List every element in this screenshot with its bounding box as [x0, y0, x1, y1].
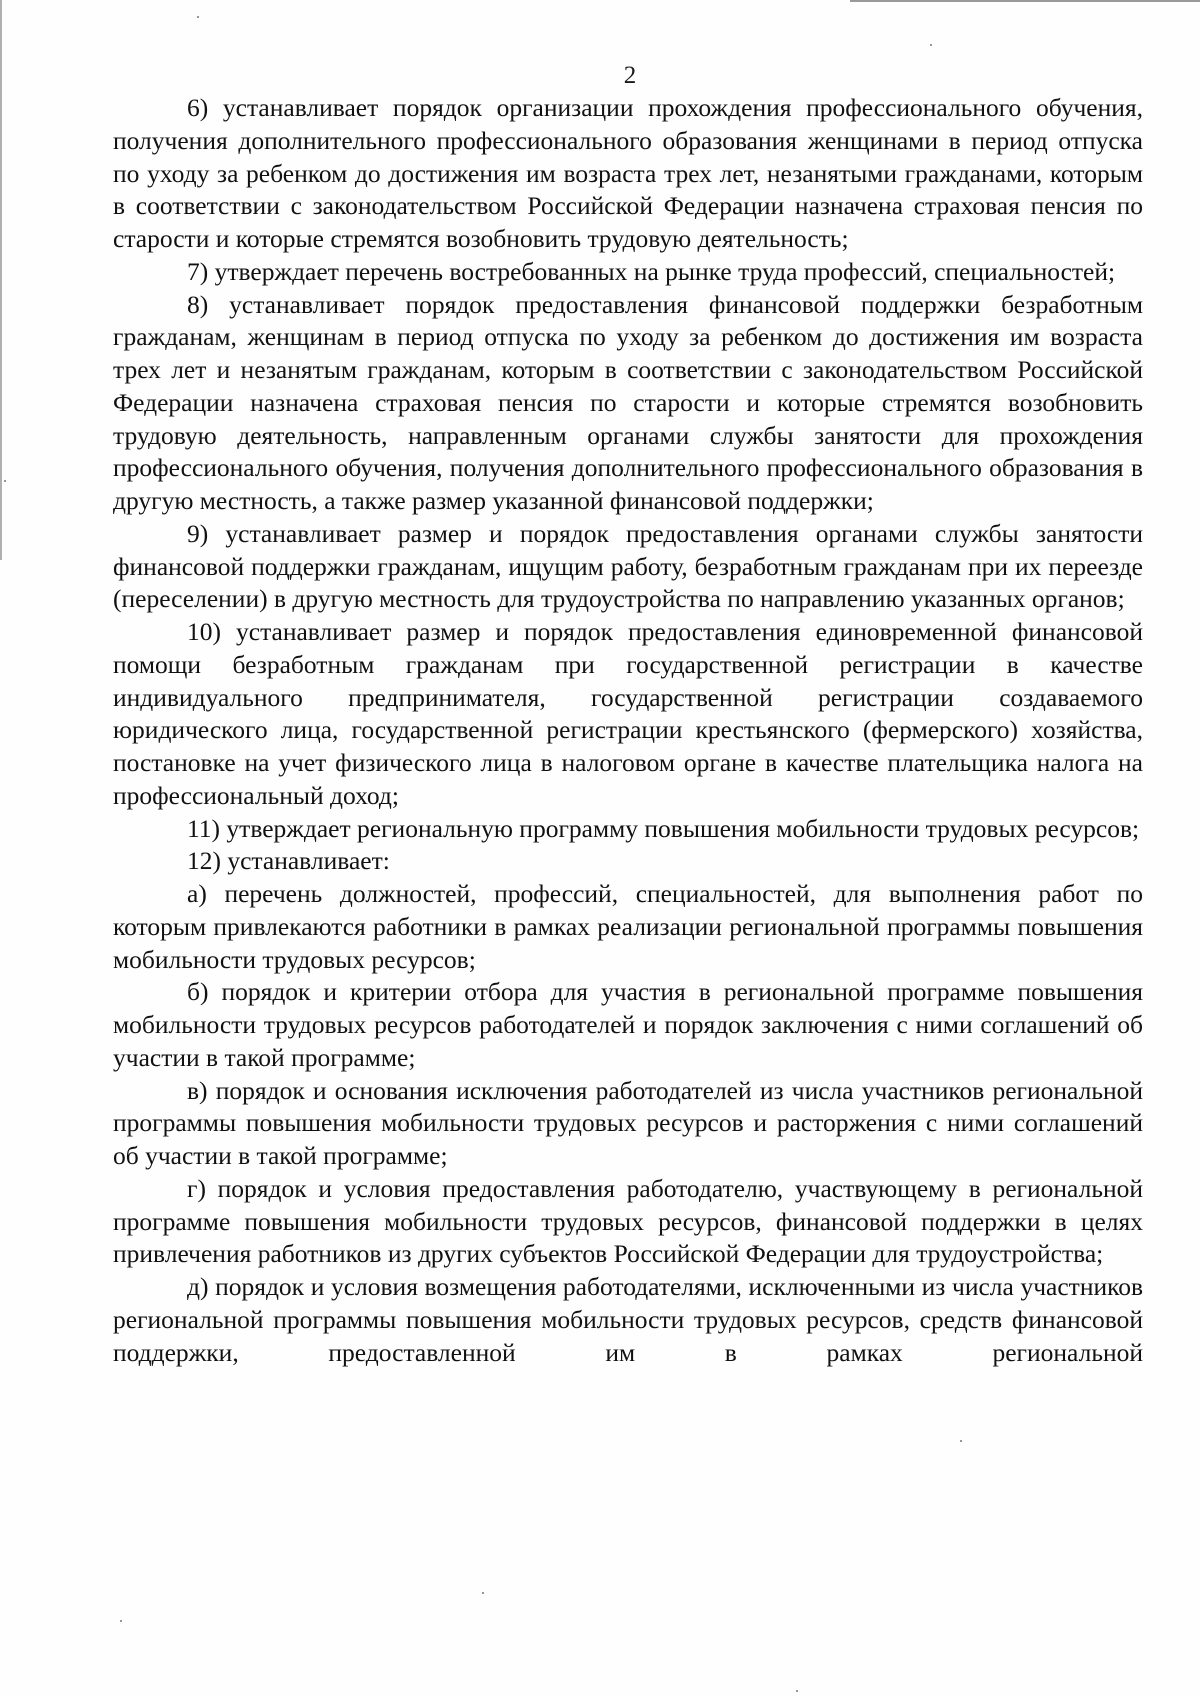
subparagraph-item-a: а) перечень должностей, профессий, специальностей, для выполнения работ по которым привлекаются работники в рамках реализации региональной программы повышения мобильности трудовых ресурсов; — [113, 879, 1143, 974]
subparagraph-item-b: б) порядок и критерии отбора для участия в региональной программе повышения мобильности трудовых ресурсов работодателей и порядок заключения с ними соглашений об участии в такой программе; — [113, 977, 1143, 1072]
paragraph-item-10: 10) устанавливает размер и порядок предоставления единовременной финансовой помощи безработным гражданам при государственной регистрации в качестве индивидуального предпринимателя, государственной регистрации создаваемого юридического лица, государственной регистрации крестьянского (фермерского) хозяйства, постановке на учет физического лица в налоговом органе в качестве плательщика налога на профессиональный доход; — [113, 617, 1143, 810]
scan-speck — [4, 480, 6, 482]
scan-speck — [197, 16, 199, 18]
paragraph-item-11: 11) утверждает региональную программу повышения мобильности трудовых ресурсов; — [187, 813, 1140, 843]
subparagraph-item-d: д) порядок и условия возмещения работодателями, исключенными из числа участников региональной программы повышения мобильности трудовых ресурсов, средств финансовой поддержки, предоставленной им в рамках региональной — [113, 1272, 1143, 1367]
document-body — [113, 92, 1143, 1369]
paragraph-item-7: 7) утверждает перечень востребованных на рынке труда профессий, специальностей; — [187, 256, 1116, 286]
paragraph-item-6: 6) устанавливает порядок организации прохождения профессионального обучения, получения дополнительного профессионального образования женщинами в период отпуска по уходу за ребенком до достижения им возраста трех лет, незанятыми гражданами, которым в соответствии с законодательством Российской Федерации назначена страховая пенсия по старости и которые стремятся возобновить трудовую деятельность; — [113, 93, 1143, 253]
paragraph-item-8: 8) устанавливает порядок предоставления финансовой поддержки безработным гражданам, женщинам в период отпуска по уходу за ребенком до достижения им возраста трех лет и незанятым гражданам, которым в соответствии с законодательством Российской Федерации назначена страховая пенсия по старости и которые стремятся возобновить трудовую деятельность, направленным органами службы занятости для прохождения профессионального обучения, получения дополнительного профессионального образования в другую местность, а также размер указанной финансовой поддержки; — [113, 289, 1143, 515]
subparagraph-item-g: г) порядок и условия предоставления работодателю, участвующему в региональной программе повышения мобильности трудовых ресурсов, финансовой поддержки в целях привлечения работников из других субъектов Российской Федерации для трудоустройства; — [113, 1173, 1143, 1269]
scan-speck — [120, 1620, 122, 1622]
scan-edge-top-line — [850, 0, 1200, 2]
paragraph-item-9: 9) устанавливает размер и порядок предоставления органами службы занятости финансовой поддержки гражданам, ищущим работу, безработным гражданам при их переезде (переселении) в другую местность для трудоустройства по направлению указанных органов; — [113, 518, 1143, 614]
scan-speck — [796, 1690, 798, 1692]
paragraph-item-12: 12) устанавливает: — [187, 846, 390, 876]
scan-speck — [482, 1592, 484, 1594]
scan-speck — [960, 1440, 962, 1442]
subparagraph-item-v: в) порядок и основания исключения работодателей из числа участников региональной программы повышения мобильности трудовых ресурсов и расторжения с ними соглашений об участии в такой программе; — [113, 1075, 1143, 1170]
scan-speck — [930, 44, 932, 46]
page-number: 2 — [623, 62, 637, 89]
